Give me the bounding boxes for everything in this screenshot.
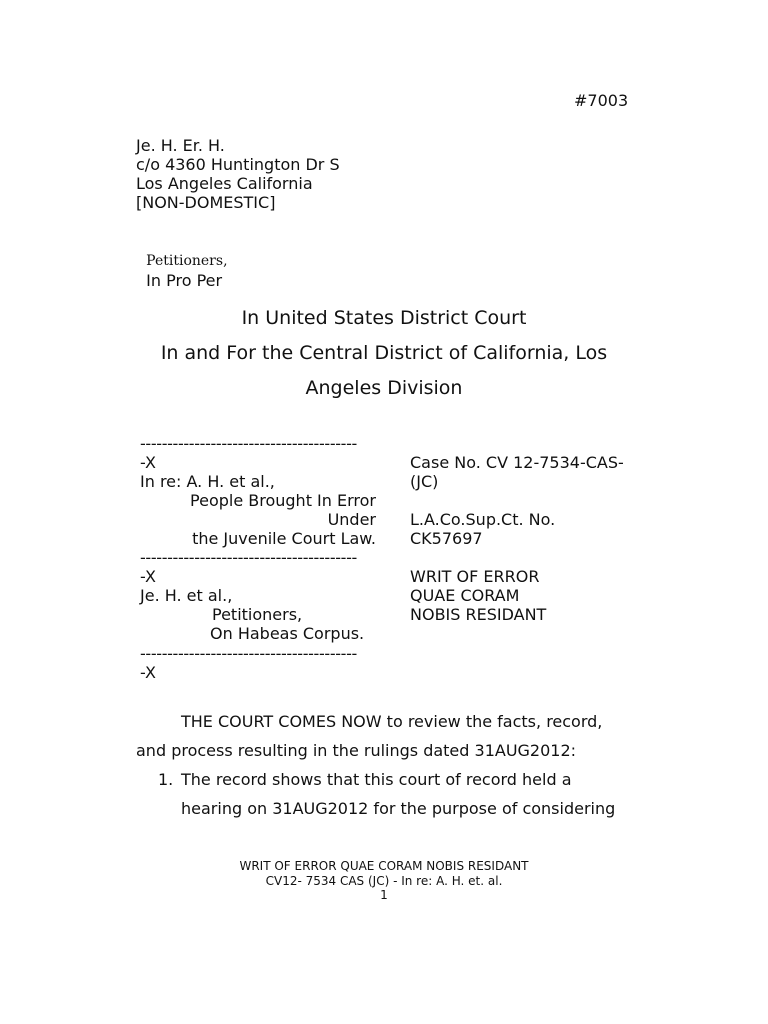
caption-divider-end: -X — [140, 453, 156, 472]
document-number: #7003 — [574, 91, 629, 110]
case-number-line-1: Case No. CV 12-7534-CAS- — [410, 453, 624, 472]
list-item-number: 1. — [158, 770, 174, 789]
list-item-line-2: hearing on 31AUG2012 for the purpose of considering — [181, 799, 616, 818]
superior-court-number-line-1: L.A.Co.Sup.Ct. No. — [410, 510, 556, 529]
caption-divider: ---------------------------------------- — [140, 434, 357, 453]
court-title-line-1: In United States District Court — [241, 307, 527, 329]
list-item-line-1: The record shows that this court of record held a — [181, 770, 572, 789]
petitioners-role-line: Petitioners, — [212, 605, 303, 624]
body-paragraph-line-2: and process resulting in the rulings dated 31AUG2012: — [136, 741, 577, 760]
superior-court-number-line-2: CK57697 — [410, 529, 483, 548]
caption-divider-end: -X — [140, 567, 156, 586]
in-re-description-2: Under — [327, 510, 376, 529]
body-paragraph-line-1: THE COURT COMES NOW to review the facts, record, — [181, 712, 603, 731]
habeas-corpus-line: On Habeas Corpus. — [210, 624, 365, 643]
domestic-status: [NON-DOMESTIC] — [136, 193, 276, 212]
role-label: Petitioners, — [146, 253, 228, 269]
court-title-line-2: In and For the Central District of California, Los — [160, 342, 608, 364]
petitioner-name: Je. H. Er. H. — [136, 136, 225, 155]
page-number: 1 — [380, 888, 388, 902]
case-number-line-2: (JC) — [410, 472, 439, 491]
writ-title-line-1: WRIT OF ERROR — [410, 567, 540, 586]
address-line-2: Los Angeles California — [136, 174, 313, 193]
writ-title-line-3: NOBIS RESIDANT — [410, 605, 547, 624]
in-re-description-1: People Brought In Error — [190, 491, 376, 510]
in-re-description-3: the Juvenile Court Law. — [192, 529, 376, 548]
address-line-1: c/o 4360 Huntington Dr S — [136, 155, 340, 174]
petitioners-name-line: Je. H. et al., — [140, 586, 233, 605]
caption-divider-end: -X — [140, 663, 156, 682]
footer-case-reference: CV12- 7534 CAS (JC) - In re: A. H. et. al. — [265, 874, 503, 888]
writ-title-line-2: QUAE CORAM — [410, 586, 520, 605]
in-re-line: In re: A. H. et al., — [140, 472, 275, 491]
role-suffix: In Pro Per — [146, 271, 223, 290]
caption-divider: ---------------------------------------- — [140, 548, 357, 567]
court-title-line-3: Angeles Division — [305, 377, 463, 399]
footer-writ-title: WRIT OF ERROR QUAE CORAM NOBIS RESIDANT — [239, 859, 529, 873]
petitioner-role — [136, 231, 228, 290]
caption-divider: ---------------------------------------- — [140, 644, 357, 663]
